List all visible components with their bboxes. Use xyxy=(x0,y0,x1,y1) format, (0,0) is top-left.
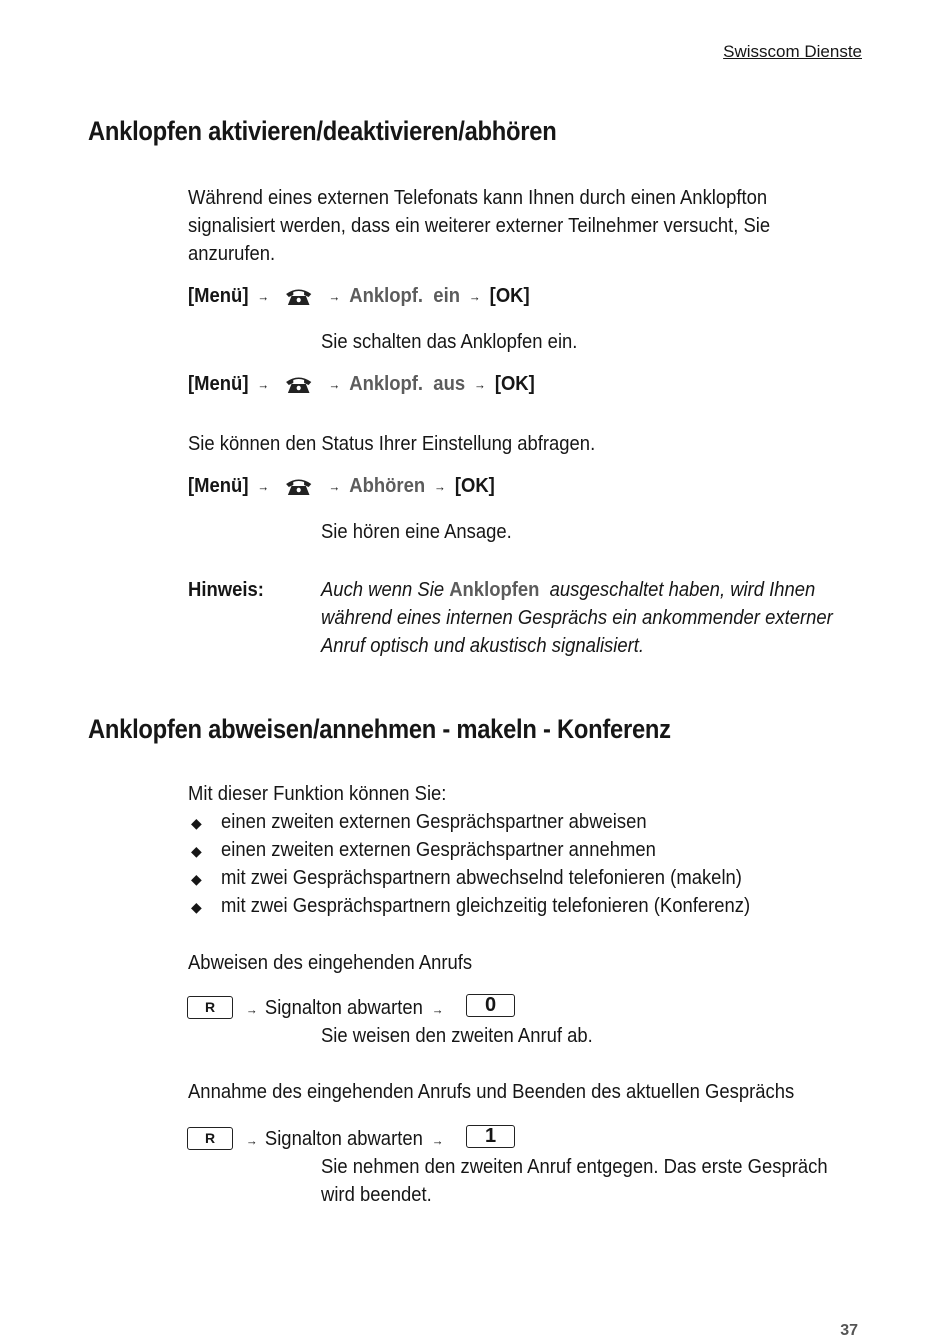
list-item: mit zwei Gesprächspartnern abwechselnd telefonieren (makeln) xyxy=(221,866,742,889)
section-title-call-waiting-handle: Anklopfen abweisen/annehmen - makeln - Konferenz xyxy=(88,714,671,744)
function-intro: Mit dieser Funktion können Sie: xyxy=(188,782,447,805)
key-sequence-query xyxy=(188,474,495,498)
menu-key-label: [Menü] xyxy=(188,284,249,307)
bullet-icon: ◆ xyxy=(191,871,202,887)
sequence-description: Sie schalten das Anklopfen ein. xyxy=(321,330,578,353)
menu-key-label: [Menü] xyxy=(188,474,249,497)
arrow-icon: → xyxy=(328,376,341,392)
key-sequence-deactivate xyxy=(188,372,535,396)
menu-item-label: Abhören xyxy=(349,474,426,497)
note-function-name: Anklopfen xyxy=(449,578,540,601)
arrow-icon: → xyxy=(468,288,481,304)
menu-item-label: Anklopf. aus xyxy=(349,372,466,395)
accept-description-line-1: Sie nehmen den zweiten Anruf entgegen. Das erste Gespräch xyxy=(321,1155,828,1178)
accept-heading: Annahme des eingehenden Anrufs und Beenden des aktuellen Gesprächs xyxy=(188,1080,795,1103)
arrow-icon: → xyxy=(474,376,486,392)
wait-signal-text: Signalton abwarten xyxy=(264,996,423,1019)
arrow-icon: → xyxy=(246,1133,258,1148)
phone-icon xyxy=(284,373,315,395)
arrow-icon: → xyxy=(431,1002,444,1017)
arrow-icon: → xyxy=(257,478,270,494)
intro-line-1: Während eines externen Telefonats kann Ihnen durch einen Anklopfton xyxy=(188,186,768,209)
note-line-2: während eines internen Gesprächs ein ankommender externer xyxy=(321,606,833,629)
arrow-icon: → xyxy=(328,478,341,494)
wait-signal-text: Signalton abwarten xyxy=(264,1127,423,1150)
ok-key-label: [OK] xyxy=(489,284,530,307)
section-title-call-waiting-activate: Anklopfen aktivieren/deaktivieren/abhören xyxy=(88,116,557,146)
note-line-3: Anruf optisch und akustisch signalisiert. xyxy=(321,634,645,657)
arrow-icon: → xyxy=(257,288,270,304)
phone-icon xyxy=(284,285,315,307)
phone-icon xyxy=(284,475,315,497)
arrow-icon: → xyxy=(246,1002,258,1017)
digit-key-0: 0 xyxy=(466,994,515,1017)
ok-key-label: [OK] xyxy=(454,474,495,497)
menu-item-label: Anklopf. ein xyxy=(349,284,460,307)
intro-line-2: signalisiert werden, dass ein weiterer externer Teilnehmer versucht, Sie xyxy=(188,214,771,237)
accept-description xyxy=(321,1153,828,1209)
accept-step xyxy=(246,1125,444,1155)
sequence-description: Sie hören eine Ansage. xyxy=(321,520,512,543)
arrow-icon: → xyxy=(328,288,341,304)
r-key-icon: R xyxy=(187,996,233,1019)
bullet-icon: ◆ xyxy=(191,843,202,859)
page-number: 37 xyxy=(840,1322,858,1339)
running-header: Swisscom Dienste xyxy=(723,42,862,61)
arrow-icon: → xyxy=(434,478,446,494)
r-key-icon: R xyxy=(187,1127,233,1150)
status-query-text: Sie können den Status Ihrer Einstellung abfragen. xyxy=(188,432,596,455)
key-sequence-activate xyxy=(188,284,530,308)
list-item: einen zweiten externen Gesprächspartner abweisen xyxy=(221,810,647,833)
note-line-1 xyxy=(321,576,833,604)
note-line-1-post: ausgeschaltet haben, wird Ihnen xyxy=(539,578,816,601)
reject-heading: Abweisen des eingehenden Anrufs xyxy=(188,951,473,974)
reject-description: Sie weisen den zweiten Anruf ab. xyxy=(321,1024,593,1047)
list-item: mit zwei Gesprächspartnern gleichzeitig telefonieren (Konferenz) xyxy=(221,894,751,917)
arrow-icon: → xyxy=(431,1133,444,1148)
bullet-icon: ◆ xyxy=(191,899,202,915)
accept-description-line-2: wird beendet. xyxy=(321,1183,432,1206)
reject-step xyxy=(246,994,444,1024)
ok-key-label: [OK] xyxy=(494,372,535,395)
bullet-icon: ◆ xyxy=(191,815,202,831)
menu-key-label: [Menü] xyxy=(188,372,249,395)
intro-paragraph xyxy=(188,184,770,268)
note-text xyxy=(321,576,833,660)
digit-key-1: 1 xyxy=(466,1125,515,1148)
note-label: Hinweis: xyxy=(188,578,264,601)
arrow-icon: → xyxy=(257,376,270,392)
intro-line-3: anzurufen. xyxy=(188,242,276,265)
note-line-1-pre: Auch wenn Sie xyxy=(321,578,450,601)
list-item: einen zweiten externen Gesprächspartner annehmen xyxy=(221,838,656,861)
